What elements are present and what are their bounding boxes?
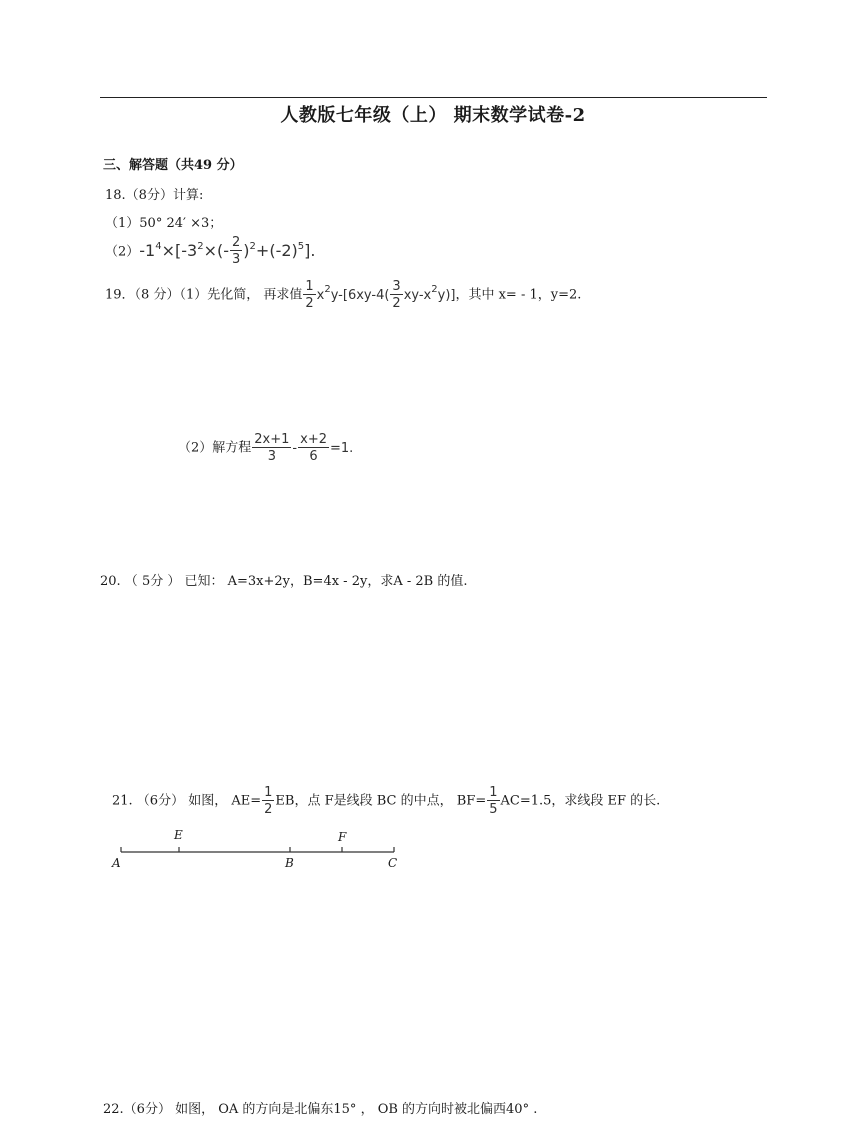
question-21 [112,786,660,816]
question-21-text: EB，点 F是线段 BC 的中点， BF= [275,793,487,809]
fraction [298,433,329,463]
exponent: 2 [249,240,256,252]
exponent: 5 [297,240,305,252]
numerator: 1 [489,785,498,800]
fraction [252,433,291,463]
label-f: F [338,830,347,844]
numerator: 2 [232,235,241,250]
math-expression [139,235,316,267]
label-b: B [285,856,294,870]
question-21-heading: 21. （6分） 如图， AE= [112,793,262,809]
fraction [390,280,402,310]
math-term: =1. [329,440,354,456]
math-term: ) [243,240,250,260]
part-label: （2）解方程 [178,440,252,456]
denominator: 3 [232,252,241,267]
fraction [230,236,242,266]
part-label: （2） [105,244,140,260]
exponent: 2 [431,283,438,295]
section-heading: 三、解答题（共49 分） [103,158,243,173]
fraction [487,786,499,816]
math-term: x [316,287,325,303]
exponent: 4 [155,240,162,252]
label-e: E [174,828,183,842]
exponent: 2 [324,283,331,295]
denominator: 6 [309,449,318,464]
denominator: 2 [264,802,273,817]
numerator: 1 [264,785,273,800]
header-rule [100,97,767,98]
line-segment-figure [110,826,410,876]
equation [251,432,354,464]
exponent: 2 [197,240,204,252]
question-19-heading: 19．（8 分）（1）先化简， 再求值 [105,287,303,303]
denominator: 3 [267,449,276,464]
math-term: - [292,440,298,456]
math-term: ×[-3 [161,240,198,260]
question-18-heading: 18.（8分）计算: [105,188,204,203]
question-19-part-1 [105,280,581,310]
numerator: 3 [392,279,401,294]
page-title: 人教版七年级（上） 期末数学试卷-2 [280,105,586,126]
math-term: y)] [437,287,456,303]
question-22: 22.（6分） 如图， OA 的方向是北偏东15° ， OB 的方向时被北偏西40° . [103,1102,538,1117]
fraction [303,280,315,310]
question-20: 20. （ 5分 ） 已知： A=3x+2y，B=4x - 2y，求A - 2B 的值. [100,574,468,589]
denominator: 2 [392,296,401,311]
math-term: +(-2) [255,240,298,260]
numerator: 2x+1 [254,432,290,447]
denominator: 2 [305,296,314,311]
math-term: y-[6xy-4( [330,287,390,303]
math-expression [302,279,456,311]
line-segment-svg [110,826,410,876]
math-term: xy-x [403,287,432,303]
fraction [262,786,274,816]
question-18-part-1: （1）50° 24′ ×3； [105,216,223,231]
question-21-tail: AC=1.5，求线段 EF 的长. [500,793,661,809]
math-term: -1 [139,240,156,260]
label-c: C [388,856,398,870]
question-19-condition: ，其中 x= - 1，y=2. [455,287,582,303]
numerator: x+2 [300,432,327,447]
math-term: ]. [304,240,316,260]
math-term: ×(- [203,240,230,260]
question-18-part-2 [105,236,315,266]
label-a: A [112,856,121,870]
denominator: 5 [489,802,498,817]
question-19-part-2 [178,433,353,463]
numerator: 1 [305,279,314,294]
